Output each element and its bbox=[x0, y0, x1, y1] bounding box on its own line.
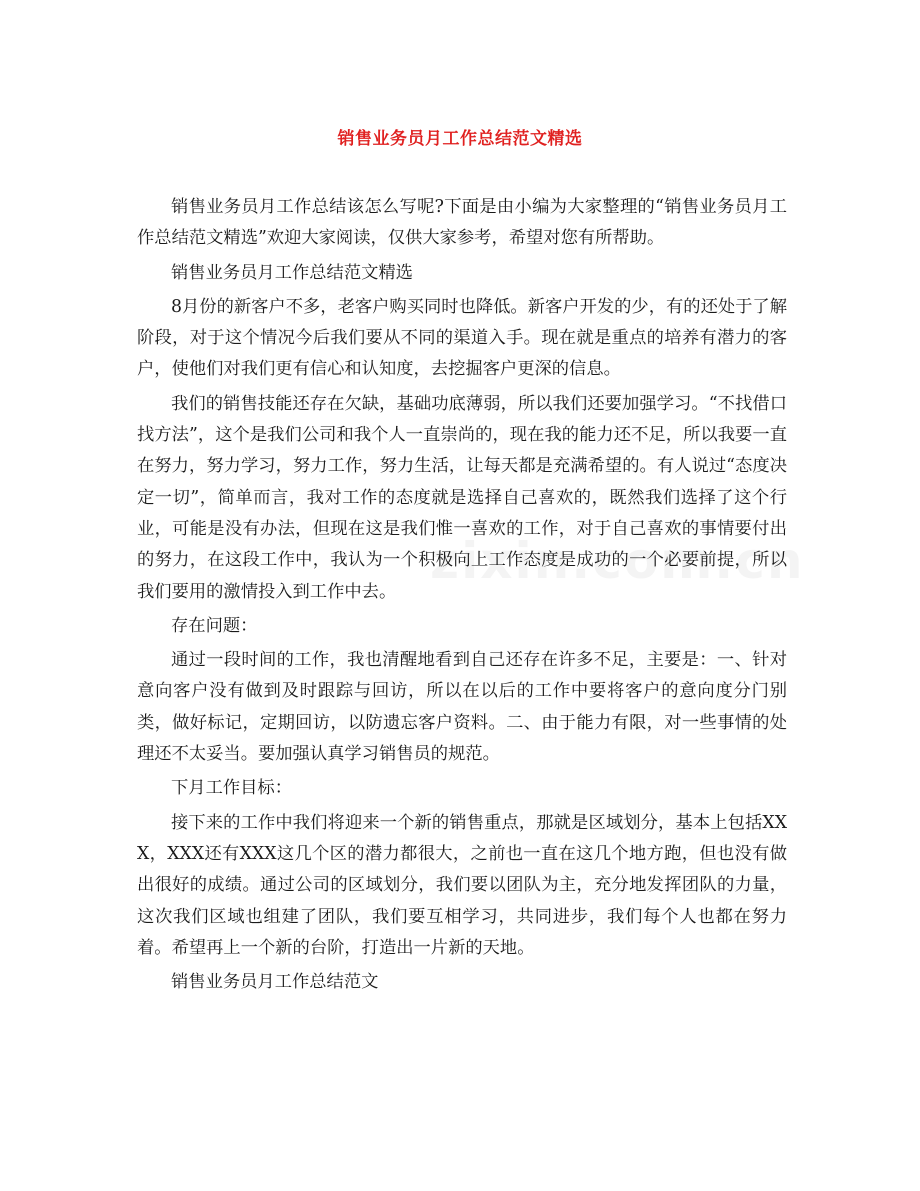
section-heading-main: 销售业务员月工作总结范文精选 bbox=[171, 262, 413, 283]
body-paragraph-problems: 通过一段时间的工作，我也清醒地看到自己还存在许多不足，主要是：一、针对意向客户没有做到及时跟踪与回访，所以在以后的工作中要将客户的意向度分门别类，做好标记，定期回访，以防遗忘客户资料。二、由于能力有限，对一些事情的处理还不太妥当。要加强认真学习销售员的规范。 bbox=[137, 650, 787, 765]
document-body bbox=[137, 192, 787, 1001]
document-title: 销售业务员月工作总结范文精选 bbox=[337, 129, 583, 149]
section-heading-problems: 存在问题： bbox=[171, 615, 258, 636]
intro-paragraph: 销售业务员月工作总结该怎么写呢?下面是由小编为大家整理的“销售业务员月工作总结范文精选”欢迎大家阅读，仅供大家参考，希望对您有所帮助。 bbox=[137, 197, 787, 249]
section-heading-next: 销售业务员月工作总结范文 bbox=[171, 972, 379, 993]
section-heading-goals: 下月工作目标： bbox=[171, 778, 292, 799]
body-paragraph-skills: 我们的销售技能还存在欠缺，基础功底薄弱，所以我们还要加强学习。“不找借口找方法”，这个是我们公司和我个人一直崇尚的，现在我的能力还不足，所以我要一直在努力，努力学习，努力工作，努力生活，让每天都是充满希望的。有人说过“态度决定一切”，简单而言，我对工作的态度就是选择自己喜欢的，既然我们选择了这个行业，可能是没有办法，但现在这是我们惟一喜欢的工作，对于自己喜欢的事情要付出的努力，在这段工作中，我认为一个积极向上工作态度是成功的一个必要前提，所以我们要用的激情投入到工作中去。 bbox=[137, 393, 787, 602]
body-paragraph-customers: 8月份的新客户不多，老客户购买同时也降低。新客户开发的少，有的还处于了解阶段，对于这个情况今后我们要从不同的渠道入手。现在就是重点的培养有潜力的客户，使他们对我们更有信心和认知度，去挖掘客户更深的信息。 bbox=[137, 296, 787, 380]
body-paragraph-goals: 接下来的工作中我们将迎来一个新的销售重点，那就是区域划分，基本上包括XXX，XXX还有XXX这几个区的潜力都很大，之前也一直在这几个地方跑，但也没有做出很好的成绩。通过公司的区域划分，我们要以团队为主，充分地发挥团队的力量，这次我们区域也组建了团队，我们要互相学习，共同进步，我们每个人也都在努力着。希望再上一个新的台阶，打造出一片新的天地。 bbox=[137, 812, 787, 958]
